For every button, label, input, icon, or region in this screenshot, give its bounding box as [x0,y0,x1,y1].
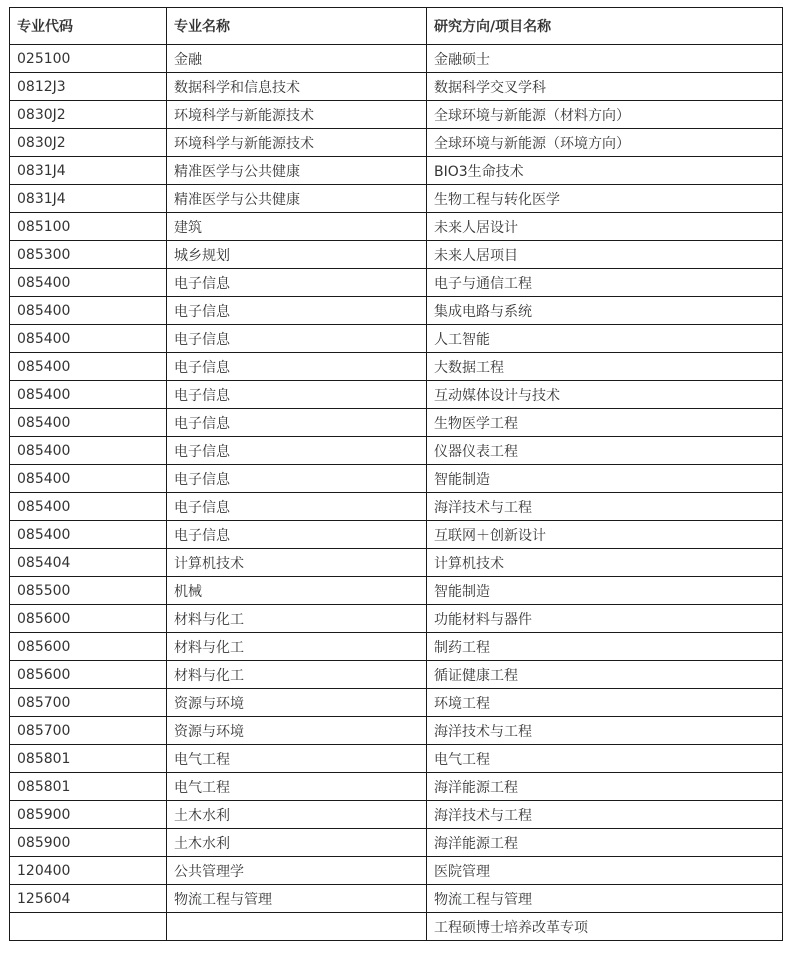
cell-major-code: 0830J2 [10,101,167,129]
cell-research-direction: 全球环境与新能源（环境方向） [427,129,783,157]
cell-major-code: 085801 [10,773,167,801]
cell-research-direction: 金融硕士 [427,45,783,73]
cell-major-name: 土木水利 [167,801,427,829]
cell-research-direction: 智能制造 [427,465,783,493]
cell-major-code: 085900 [10,829,167,857]
table-header [10,8,783,45]
table-row [10,157,783,185]
cell-research-direction: 未来人居设计 [427,213,783,241]
cell-research-direction: 数据科学交叉学科 [427,73,783,101]
cell-major-name: 材料与化工 [167,661,427,689]
cell-major-code: 085404 [10,549,167,577]
cell-research-direction: 海洋能源工程 [427,829,783,857]
cell-major-code: 0830J2 [10,129,167,157]
cell-research-direction: 医院管理 [427,857,783,885]
cell-research-direction: 循证健康工程 [427,661,783,689]
cell-major-name: 电子信息 [167,297,427,325]
cell-major-name: 公共管理学 [167,857,427,885]
cell-research-direction: 海洋技术与工程 [427,717,783,745]
cell-major-name: 金融 [167,45,427,73]
cell-major-code: 085100 [10,213,167,241]
header-major-name: 专业名称 [167,8,427,45]
header-row [10,8,783,45]
table-row [10,381,783,409]
table-row [10,521,783,549]
table-row [10,325,783,353]
cell-major-code: 085500 [10,577,167,605]
cell-research-direction: 海洋能源工程 [427,773,783,801]
table-row [10,465,783,493]
cell-major-code: 085400 [10,269,167,297]
cell-major-name: 电子信息 [167,409,427,437]
cell-major-code: 085700 [10,717,167,745]
cell-major-code: 085400 [10,353,167,381]
cell-major-name: 计算机技术 [167,549,427,577]
cell-research-direction: 大数据工程 [427,353,783,381]
cell-major-code: 085900 [10,801,167,829]
cell-major-name: 电子信息 [167,465,427,493]
cell-major-name: 资源与环境 [167,689,427,717]
table-row [10,297,783,325]
table-body [10,45,783,941]
cell-major-code: 0812J3 [10,73,167,101]
cell-major-code: 125604 [10,885,167,913]
cell-major-name: 电子信息 [167,325,427,353]
table-row [10,129,783,157]
table-row [10,353,783,381]
cell-research-direction: 制药工程 [427,633,783,661]
cell-major-name: 精准医学与公共健康 [167,185,427,213]
cell-major-name: 环境科学与新能源技术 [167,129,427,157]
cell-research-direction: 物流工程与管理 [427,885,783,913]
cell-major-code: 085600 [10,633,167,661]
cell-major-code: 0831J4 [10,185,167,213]
cell-research-direction: 环境工程 [427,689,783,717]
cell-research-direction: 工程硕博士培养改革专项 [427,913,783,941]
cell-major-name: 建筑 [167,213,427,241]
header-major-code: 专业代码 [10,8,167,45]
cell-research-direction: 电子与通信工程 [427,269,783,297]
cell-major-name: 电子信息 [167,437,427,465]
table-row [10,605,783,633]
cell-major-code: 085400 [10,437,167,465]
cell-research-direction: 智能制造 [427,577,783,605]
cell-major-code: 0831J4 [10,157,167,185]
table-row [10,801,783,829]
cell-major-name: 材料与化工 [167,633,427,661]
cell-major-code: 085801 [10,745,167,773]
table-row [10,493,783,521]
cell-research-direction: 海洋技术与工程 [427,493,783,521]
cell-research-direction: 海洋技术与工程 [427,801,783,829]
cell-major-code: 085600 [10,661,167,689]
cell-major-name: 环境科学与新能源技术 [167,101,427,129]
cell-major-name: 土木水利 [167,829,427,857]
cell-research-direction: 集成电路与系统 [427,297,783,325]
cell-major-code: 085700 [10,689,167,717]
table-row [10,101,783,129]
cell-major-name: 数据科学和信息技术 [167,73,427,101]
cell-major-name: 材料与化工 [167,605,427,633]
table-row [10,689,783,717]
cell-major-code: 085400 [10,465,167,493]
cell-research-direction: 功能材料与器件 [427,605,783,633]
cell-major-name: 机械 [167,577,427,605]
cell-major-name: 物流工程与管理 [167,885,427,913]
cell-major-code [10,913,167,941]
header-research-direction: 研究方向/项目名称 [427,8,783,45]
cell-major-code: 085400 [10,325,167,353]
table-row [10,773,783,801]
cell-major-code: 085600 [10,605,167,633]
table-row [10,241,783,269]
table-row [10,885,783,913]
cell-major-name: 精准医学与公共健康 [167,157,427,185]
cell-major-name: 电子信息 [167,269,427,297]
table-row [10,829,783,857]
table-row [10,45,783,73]
table-row [10,437,783,465]
cell-major-name: 电子信息 [167,353,427,381]
cell-major-code: 085400 [10,381,167,409]
table-row [10,409,783,437]
cell-major-code: 025100 [10,45,167,73]
program-table-container [9,7,783,941]
cell-major-name: 电气工程 [167,745,427,773]
cell-research-direction: 电气工程 [427,745,783,773]
cell-major-code: 085400 [10,297,167,325]
table-row [10,661,783,689]
table-row [10,549,783,577]
table-row [10,913,783,941]
cell-major-code: 085400 [10,409,167,437]
cell-major-name: 电子信息 [167,521,427,549]
table-row [10,577,783,605]
cell-major-code: 085400 [10,493,167,521]
table-row [10,269,783,297]
cell-research-direction: 互动媒体设计与技术 [427,381,783,409]
table-row [10,213,783,241]
cell-major-code: 120400 [10,857,167,885]
table-row [10,185,783,213]
program-table [9,7,783,941]
cell-major-code: 085400 [10,521,167,549]
cell-research-direction: 全球环境与新能源（材料方向） [427,101,783,129]
cell-research-direction: 人工智能 [427,325,783,353]
table-row [10,717,783,745]
cell-research-direction: BIO3生命技术 [427,157,783,185]
cell-major-name: 电气工程 [167,773,427,801]
cell-research-direction: 计算机技术 [427,549,783,577]
cell-research-direction: 互联网＋创新设计 [427,521,783,549]
cell-major-name [167,913,427,941]
cell-research-direction: 生物工程与转化医学 [427,185,783,213]
cell-major-code: 085300 [10,241,167,269]
table-row [10,857,783,885]
cell-major-name: 资源与环境 [167,717,427,745]
cell-major-name: 电子信息 [167,381,427,409]
cell-major-name: 电子信息 [167,493,427,521]
table-row [10,633,783,661]
cell-research-direction: 未来人居项目 [427,241,783,269]
table-row [10,745,783,773]
cell-research-direction: 生物医学工程 [427,409,783,437]
cell-research-direction: 仪器仪表工程 [427,437,783,465]
table-row [10,73,783,101]
cell-major-name: 城乡规划 [167,241,427,269]
